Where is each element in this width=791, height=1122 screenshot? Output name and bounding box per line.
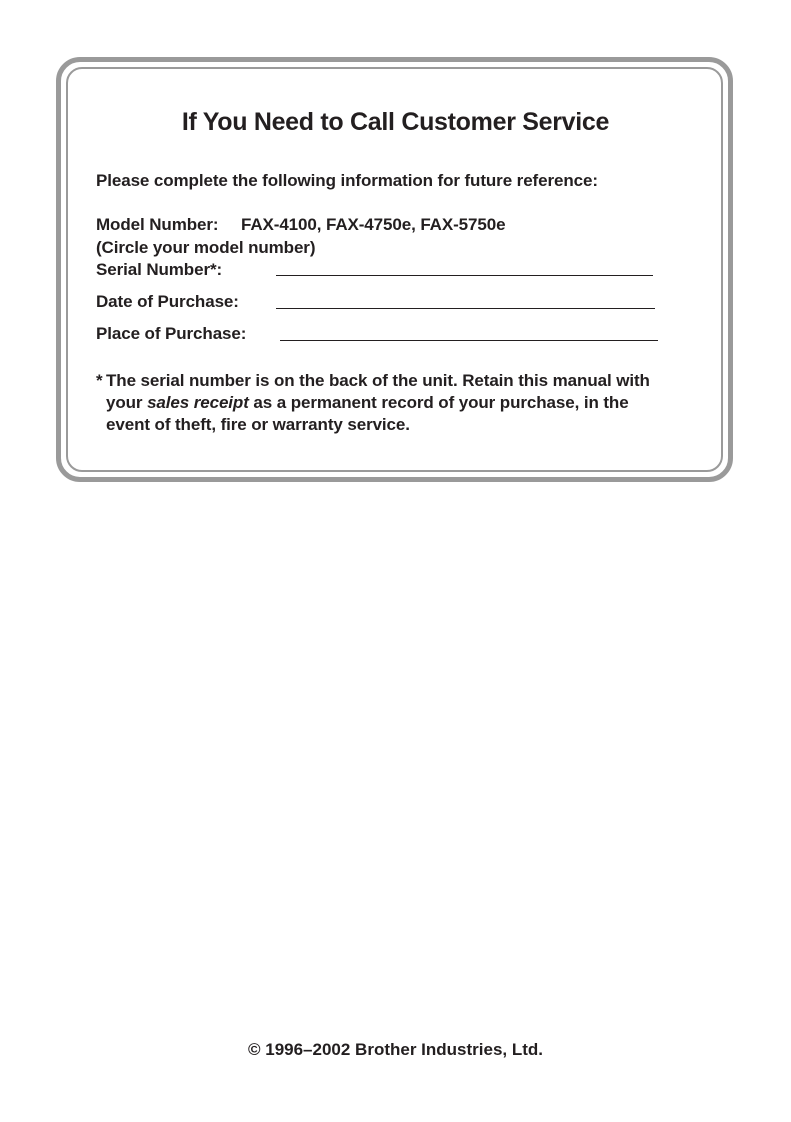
note-sales-receipt: sales receipt <box>147 393 249 412</box>
intro-text: Please complete the following information for future reference: <box>96 171 598 190</box>
date-of-purchase-line[interactable] <box>276 308 655 309</box>
serial-number-label: Serial Number*: <box>96 260 223 279</box>
model-number-values: FAX-4100, FAX-4750e, FAX-5750e <box>241 215 506 234</box>
card-title: If You Need to Call Customer Service <box>181 108 610 136</box>
place-of-purchase-label: Place of Purchase: <box>96 324 247 343</box>
model-number-label: Model Number: <box>96 215 219 234</box>
note-line-2-start: your <box>106 393 148 412</box>
note-line-2 <box>106 392 629 414</box>
copyright-footer: © 1996–2002 Brother Industries, Ltd. <box>247 1040 544 1059</box>
note-line-1: The serial number is on the back of the unit. Retain this manual with <box>106 371 650 390</box>
place-of-purchase-line[interactable] <box>280 340 658 341</box>
note-line-3: event of theft, fire or warranty service. <box>106 415 410 434</box>
serial-number-line[interactable] <box>276 275 653 276</box>
date-of-purchase-label: Date of Purchase: <box>96 292 239 311</box>
note-line-2-end: as a permanent record of your purchase, in the <box>248 393 629 412</box>
note-asterisk: * <box>96 371 103 390</box>
model-number-hint: (Circle your model number) <box>96 238 316 257</box>
